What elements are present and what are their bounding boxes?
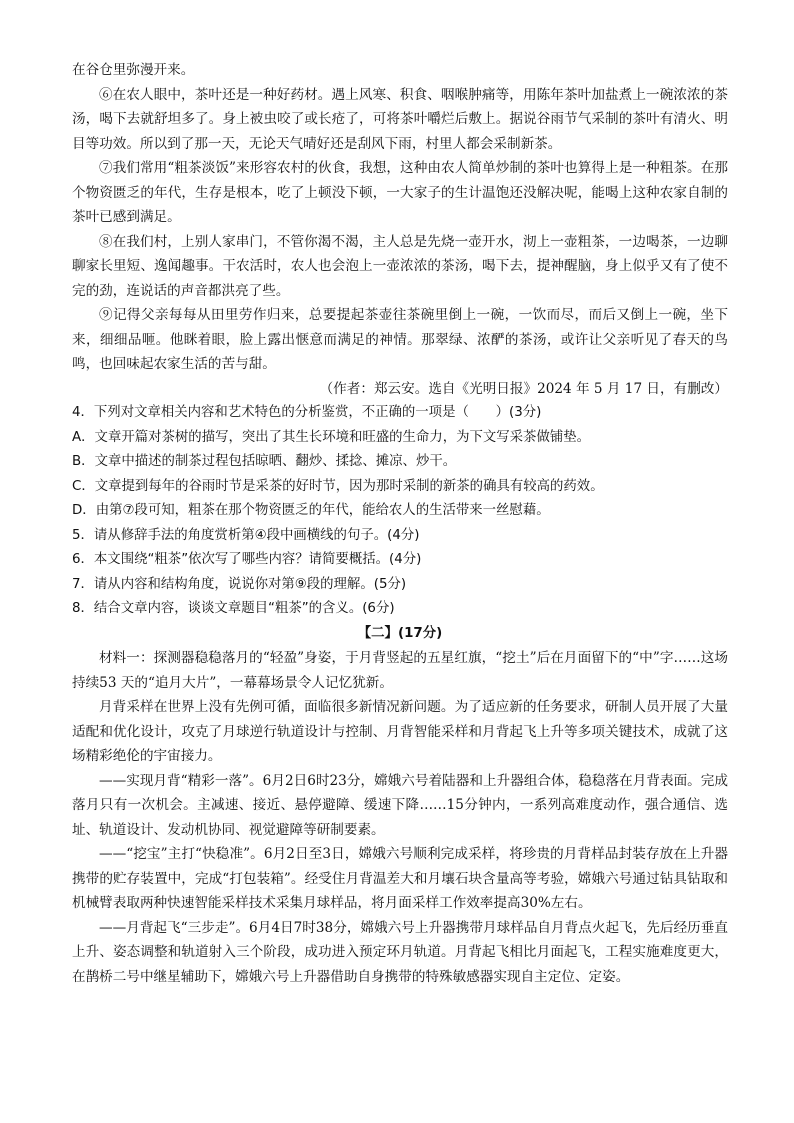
section-heading: 【二】(17分) <box>357 625 443 641</box>
question-4: 4．下列对文章相关内容和艺术特色的分析鉴赏，不正确的一项是（ ）(3分) <box>72 405 542 420</box>
paragraph-continuation: 在谷仓里弥漫开来。 <box>72 62 195 78</box>
material-1-intro: 材料一：探测器稳稳落月的“轻盈”身姿，于月背竖起的五星红旗，“挖土”后在月面留下的“中”字……这场持续53 天的“追月大片”，一幕幕场景令人记忆犹新。 <box>72 650 728 691</box>
material-1-para-4: ——“挖宝”主打“快稳准”。6月2日至3日，嫦娥六号顺利完成采样，将珍贵的月背样品封装存放在上升器携带的贮存装置中，完成“打包装箱”。经受住月背温差大和月壤石块含量高等考验，嫦娥六号通过钻具钻取和机械臂表取两种快速智能采样技术采集月球样品，将月面采样工作效率提高30%左右。 <box>72 846 728 911</box>
question-6: 6．本文围绕“粗茶”依次写了哪些内容？请简要概括。(4分) <box>72 552 422 567</box>
paragraph-9: ⑨记得父亲每每从田里劳作归来，总要提起茶壶往茶碗里倒上一碗，一饮而尽，而后又倒上一碗，坐下来，细细品咂。他眯着眼，脸上露出惬意而满足的神情。那翠绿、浓酽的茶汤，或许让父亲听见了春天的鸟鸣，也回味起农家生活的苦与甜。 <box>72 307 728 372</box>
option-a: A．文章开篇对茶树的描写，突出了其生长环境和旺盛的生命力，为下文写采茶做铺垫。 <box>72 429 591 445</box>
question-5: 5．请从修辞手法的角度赏析第④段中画横线的句子。(4分) <box>72 527 420 543</box>
option-d: D．由第⑦段可知，粗茶在那个物资匮乏的年代，能给农人的生活带来一丝慰藉。 <box>72 503 550 518</box>
material-1-para-2: 月背采样在世界上没有先例可循，面临很多新情况新问题。为了适应新的任务要求，研制人员开展了大量适配和优化设计，攻克了月球逆行轨道设计与控制、月背智能采样和月背起飞上升等多项关键技术，成就了这场精彩绝伦的宇宙接力。 <box>72 699 728 764</box>
paragraph-7: ⑦我们常用“粗茶淡饭”来形容农村的伙食，我想，这种由农人简单炒制的茶叶也算得上是一种粗茶。在那个物资匮乏的年代，生存是根本，吃了上顿没下顿，一大家子的生计温饱还没解决呢，能喝上这种农家自制的茶叶已感到满足。 <box>72 160 728 225</box>
option-c: C．文章提到每年的谷雨时节是采茶的好时节，因为那时采制的新茶的确具有较高的药效。 <box>72 478 604 494</box>
question-8: 8．结合文章内容，谈谈文章题目“粗茶”的含义。(6分) <box>72 601 395 616</box>
document-page <box>72 58 728 989</box>
article-source: （作者：郑云安。选自《光明日报》2024 年 5 月 17 日，有删改） <box>319 380 728 397</box>
question-7: 7．请从内容和结构角度，说说你对第⑨段的理解。(5分) <box>72 576 407 592</box>
material-1-para-3: ——实现月背“精彩一落”。6月2日6时23分，嫦娥六号着陆器和上升器组合体，稳稳落在月背表面。完成落月只有一次机会。主减速、接近、悬停避障、缓速下降……15分钟内，一系列高难度动作，强合通信、选址、轨道设计、发动机协同、视觉避障等研制要素。 <box>72 772 728 838</box>
option-b: B．文章中描述的制茶过程包括晾晒、翻炒、揉捻、摊凉、炒干。 <box>72 454 457 469</box>
paragraph-6: ⑥在农人眼中，茶叶还是一种好药材。遇上风寒、积食、咽喉肿痛等，用陈年茶叶加盐煮上一碗浓浓的茶汤，喝下去就舒坦多了。身上被虫咬了或长疮了，可将茶叶嚼烂后敷上。据说谷雨节气采制的茶叶有清火、明目等功效。所以到了那一天，无论天气晴好还是刮风下雨，村里人都会采制新茶。 <box>72 86 728 152</box>
material-1-para-5: ——月背起飞“三步走”。6月4日7时38分，嫦娥六号上升器携带月球样品自月背点火起飞，先后经历垂直上升、姿态调整和轨道射入三个阶段，成功进入预定环月轨道。月背起飞相比月面起飞，工程实施难度更大，在鹊桥二号中继星辅助下，嫦娥六号上升器借助自身携带的特殊敏感器实现自主定位、定姿。 <box>72 919 728 985</box>
paragraph-8: ⑧在我们村，上别人家串门，不管你渴不渴，主人总是先烧一壶开水，沏上一壶粗茶，一边喝茶，一边聊聊家长里短、逸闻趣事。干农活时，农人也会泡上一壶浓浓的茶汤，喝下去，提神醒脑，身上似乎又有了使不完的劲，连说话的声音都洪亮了些。 <box>72 233 728 299</box>
